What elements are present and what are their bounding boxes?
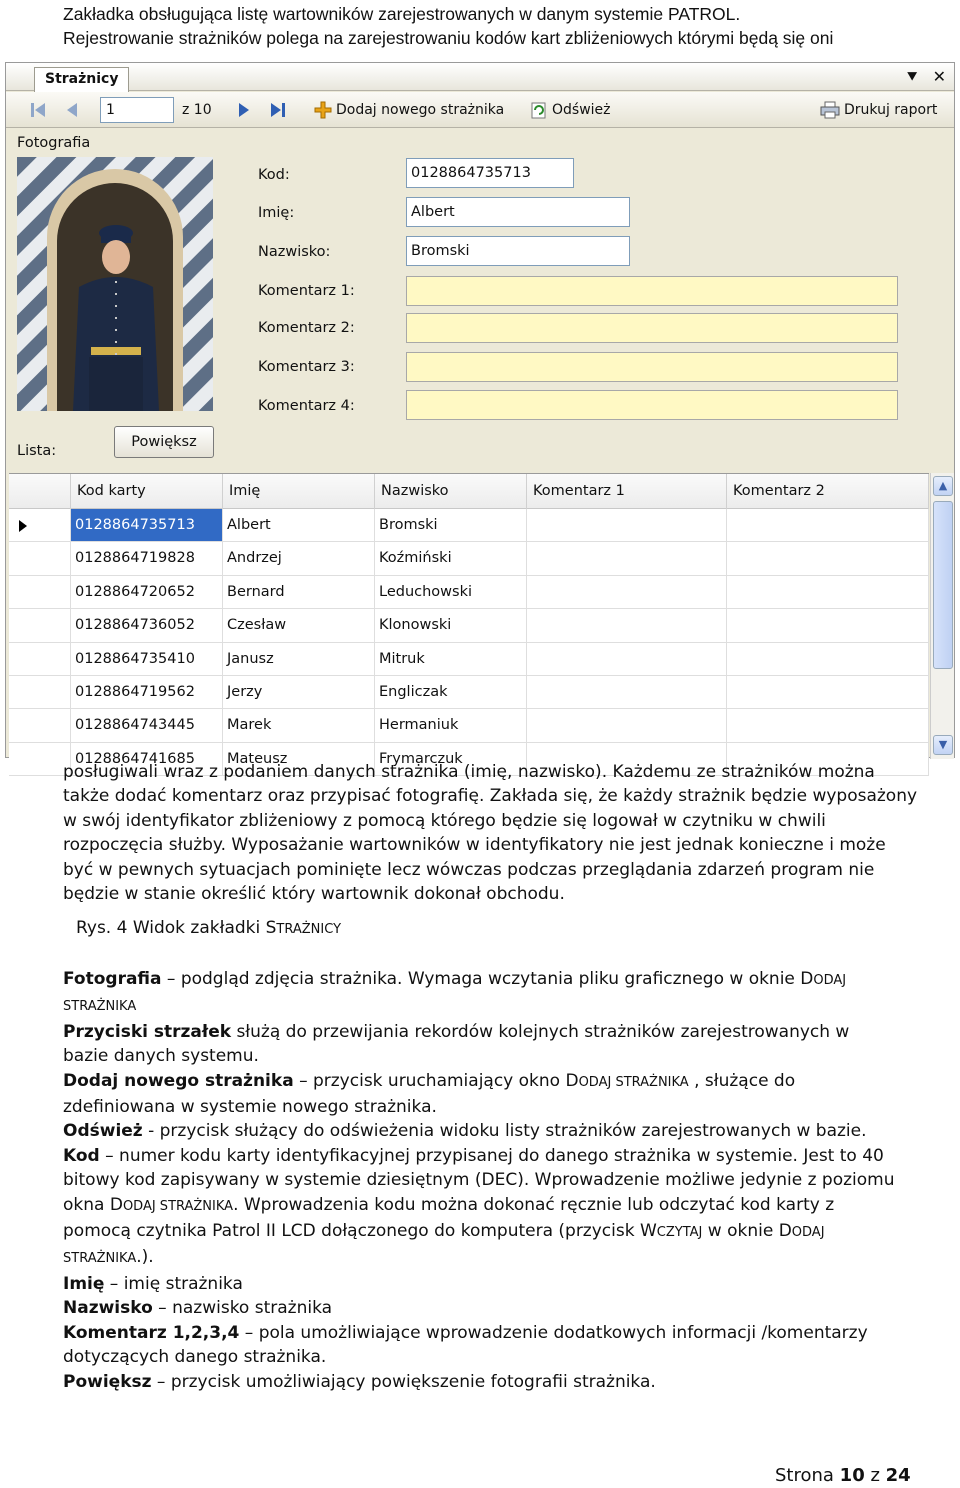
table-row[interactable]	[9, 609, 929, 642]
first-record-button[interactable]	[28, 99, 48, 121]
cell-comment1[interactable]	[527, 709, 727, 741]
comment1-label: Komentarz 1:	[258, 283, 355, 299]
refresh-icon	[530, 101, 548, 119]
def-photo: Fotografia – podgląd zdjęcia strażnika. Wymaga wczytania pliku graficznego w oknie DODAJ	[63, 969, 847, 989]
cell-first-name[interactable]: Andrzej	[223, 542, 375, 574]
cell-first-name[interactable]: Marek	[223, 709, 375, 741]
cell-code[interactable]: 0128864736052	[71, 609, 223, 641]
cell-comment1[interactable]	[527, 643, 727, 675]
cell-comment2[interactable]	[727, 576, 929, 608]
cell-last-name[interactable]: Frymarczuk	[375, 743, 527, 775]
cell-comment2[interactable]	[727, 509, 929, 541]
page-number: Strona 10 z 24	[775, 1465, 911, 1486]
grid-header	[9, 474, 929, 509]
tab-bar	[6, 63, 954, 91]
def-refresh: Odśwież - przycisk służący do odświeżenia widoku listy strażników zarejestrowanych w bazie.	[63, 1121, 867, 1142]
def-last-name: Nazwisko – nazwisko strażnika	[63, 1298, 333, 1319]
next-icon	[234, 100, 254, 120]
cell-first-name[interactable]: Albert	[223, 509, 375, 541]
add-guard-button[interactable]	[314, 99, 504, 121]
cell-code[interactable]: 0128864741685	[71, 743, 223, 775]
cell-comment2[interactable]	[727, 676, 929, 708]
scroll-up-icon[interactable]: ▲	[933, 476, 953, 496]
code-label: Kod:	[258, 167, 290, 183]
cell-comment1[interactable]	[527, 676, 727, 708]
table-row[interactable]	[9, 509, 929, 542]
intro-line-2: Rejestrowanie strażników polega na zarejestrowaniu kodów kart zbliżeniowych którymi będą się oni	[63, 28, 834, 48]
cell-comment2[interactable]	[727, 643, 929, 675]
def-add: Dodaj nowego strażnika – przycisk uruchamiający okno DODAJ STRAŻNIKA , służące do	[63, 1070, 796, 1091]
cell-code[interactable]: 0128864743445	[71, 709, 223, 741]
grid-scrollbar[interactable]	[930, 473, 954, 759]
plus-icon	[314, 101, 332, 119]
scroll-thumb[interactable]	[933, 501, 953, 669]
cell-first-name[interactable]: Jerzy	[223, 676, 375, 708]
cell-last-name[interactable]: Engliczak	[375, 676, 527, 708]
prev-record-button[interactable]	[62, 99, 82, 121]
cell-first-name[interactable]: Mateusz	[223, 743, 375, 775]
cell-code[interactable]: 0128864735713	[71, 509, 223, 541]
comment2-label: Komentarz 2:	[258, 320, 355, 336]
cell-last-name[interactable]: Leduchowski	[375, 576, 527, 608]
table-row[interactable]	[9, 709, 929, 742]
cell-comment2[interactable]	[727, 709, 929, 741]
photo-label: Fotografia	[17, 135, 91, 151]
prev-icon	[62, 100, 82, 120]
first-name-field[interactable]: Albert	[406, 197, 630, 227]
code-field[interactable]: 0128864735713	[406, 158, 574, 188]
cell-comment2[interactable]	[727, 542, 929, 574]
cell-code[interactable]: 0128864735410	[71, 643, 223, 675]
table-row[interactable]	[9, 542, 929, 575]
guard-photo-image	[17, 157, 213, 411]
guard-photo[interactable]	[17, 157, 213, 411]
comment4-field[interactable]	[406, 390, 898, 420]
refresh-label: Odśwież	[552, 102, 611, 118]
cell-last-name[interactable]: Bromski	[375, 509, 527, 541]
last-name-label: Nazwisko:	[258, 244, 331, 260]
current-row-icon	[17, 519, 31, 533]
last-icon	[268, 100, 288, 120]
tab-guards[interactable]: Strażnicy	[34, 67, 129, 92]
first-icon	[28, 100, 48, 120]
next-record-button[interactable]	[234, 99, 254, 121]
close-icon[interactable]: ✕	[932, 67, 946, 86]
comment1-field[interactable]	[406, 276, 898, 306]
comment2-field[interactable]	[406, 313, 898, 343]
cell-first-name[interactable]: Bernard	[223, 576, 375, 608]
page-count: z 10	[182, 102, 212, 118]
cell-last-name[interactable]: Klonowski	[375, 609, 527, 641]
figure-caption: Rys. 4 Widok zakładki STRAŻNICY	[76, 918, 342, 938]
first-name-label: Imię:	[258, 205, 295, 221]
cell-last-name[interactable]: Koźmiński	[375, 542, 527, 574]
print-report-label: Drukuj raport	[844, 102, 938, 118]
last-name-field[interactable]: Bromski	[406, 236, 630, 266]
def-comments: Komentarz 1,2,3,4 – pola umożliwiające wprowadzenie dodatkowych informacji /komentarzy	[63, 1322, 868, 1343]
page-input[interactable]: 1	[100, 97, 174, 123]
comment4-label: Komentarz 4:	[258, 398, 355, 414]
cell-comment2[interactable]	[727, 609, 929, 641]
col-header-last-name[interactable]: Nazwisko	[375, 474, 527, 509]
cell-first-name[interactable]: Janusz	[223, 643, 375, 675]
scroll-down-icon[interactable]: ▼	[933, 735, 953, 755]
cell-code[interactable]: 0128864719828	[71, 542, 223, 574]
list-label: Lista:	[17, 443, 57, 459]
cell-last-name[interactable]: Mitruk	[375, 643, 527, 675]
cell-last-name[interactable]: Hermaniuk	[375, 709, 527, 741]
printer-icon	[820, 101, 840, 119]
cell-comment1[interactable]	[527, 609, 727, 641]
guards-window	[5, 62, 955, 767]
table-row[interactable]	[9, 576, 929, 609]
intro-line-1: Zakładka obsługująca listę wartowników zarejestrowanych w danym systemie PATROL.	[63, 4, 741, 24]
description-paragraph: posługiwali wraz z podaniem danych strażnika (imię, nazwisko). Każdemu ze strażników można także dodać komentarz oraz przypisać fotografię. Zakłada się, że każdy strażnik będzie wyposażony w swój identyfikator zbliżeniowy z pomocą którego będzie się logował w czytniku w chwili rozpoczęcia służby. Wyposażanie wartowników w identyfikatory nie jest jednak konieczne i może być w pewnych sytuacjach pominięte lecz wówczas podczas przeglądania zdarzeń program nie będzie w stanie określić który wartownik dokonał obchodu.	[63, 762, 918, 905]
table-row[interactable]	[9, 676, 929, 709]
cell-code[interactable]: 0128864719562	[71, 676, 223, 708]
def-first-name: Imię – imię strażnika	[63, 1273, 243, 1294]
comment3-label: Komentarz 3:	[258, 359, 355, 375]
add-guard-label: Dodaj nowego strażnika	[336, 102, 505, 118]
guards-grid	[9, 473, 929, 767]
pin-dropdown-icon[interactable]: ⯆	[905, 67, 919, 86]
col-header-code[interactable]: Kod karty	[71, 474, 223, 509]
comment3-field[interactable]	[406, 352, 898, 382]
def-arrows: Przyciski strzałek służą do przewijania rekordów kolejnych strażników zarejestrowanych w	[63, 1021, 850, 1042]
cell-comment1[interactable]	[527, 509, 727, 541]
definitions: Fotografia – podgląd zdjęcia strażnika. Wymaga wczytania pliku graficznego w oknie DODAJ STRAŻNIKA Przyciski strzałek służą do przewijania rekordów kolejnych strażników zarejestrowanych w bazie danych systemu. Dodaj nowego strażnika – przycisk uruchamiający okno DODAJ STRAŻNIKA , służące do zdefiniowana w systemie nowego strażnika. Odśwież - przycisk służący do odświeżenia widoku listy strażników zarejestrowanych w bazie. Kod – numer kodu karty identyfikacyjnej przypisanej do danego strażnika w systemie. Jest to 40 bitowy kod zapisywany w systemie dziesiętnym (DEC). Wprowadzenie możliwe jedynie z poziomu okna DODAJ STRAŻNIKA. Wprowadzenia kodu można dokonać ręcznie lub odczytać kod karty z pomocą czytnika Patrol II LCD dołączonego do komputera (przycisk WCZYTAJ w oknie DODAJ STRAŻNIKA.). Imię – imię strażnika Nazwisko – nazwisko strażnika Komentarz 1,2,3,4 – pola umożliwiające wprowadzenie dodatkowych informacji /komentarzy dotyczących danego strażnika. Powiększ – przycisk umożliwiający powiększenie fotografii strażnika.	[63, 967, 943, 1394]
table-row[interactable]	[9, 643, 929, 676]
enlarge-button[interactable]: Powiększ	[114, 426, 214, 458]
print-report-button[interactable]	[820, 99, 937, 121]
last-record-button[interactable]	[268, 99, 288, 121]
refresh-button[interactable]	[530, 99, 611, 121]
cell-code[interactable]: 0128864720652	[71, 576, 223, 608]
def-code: Kod – numer kodu karty identyfikacyjnej przypisanej do danego strażnika w systemie. Jest to 40	[63, 1145, 884, 1166]
cell-comment1[interactable]	[527, 542, 727, 574]
cell-first-name[interactable]: Czesław	[223, 609, 375, 641]
col-header-first-name[interactable]: Imię	[223, 474, 375, 509]
col-header-comment2[interactable]: Komentarz 2	[727, 474, 929, 509]
toolbar	[6, 92, 954, 128]
def-enlarge: Powiększ – przycisk umożliwiający powiększenie fotografii strażnika.	[63, 1371, 656, 1392]
col-header-comment1[interactable]: Komentarz 1	[527, 474, 727, 509]
cell-comment1[interactable]	[527, 576, 727, 608]
intro-text	[63, 2, 953, 50]
